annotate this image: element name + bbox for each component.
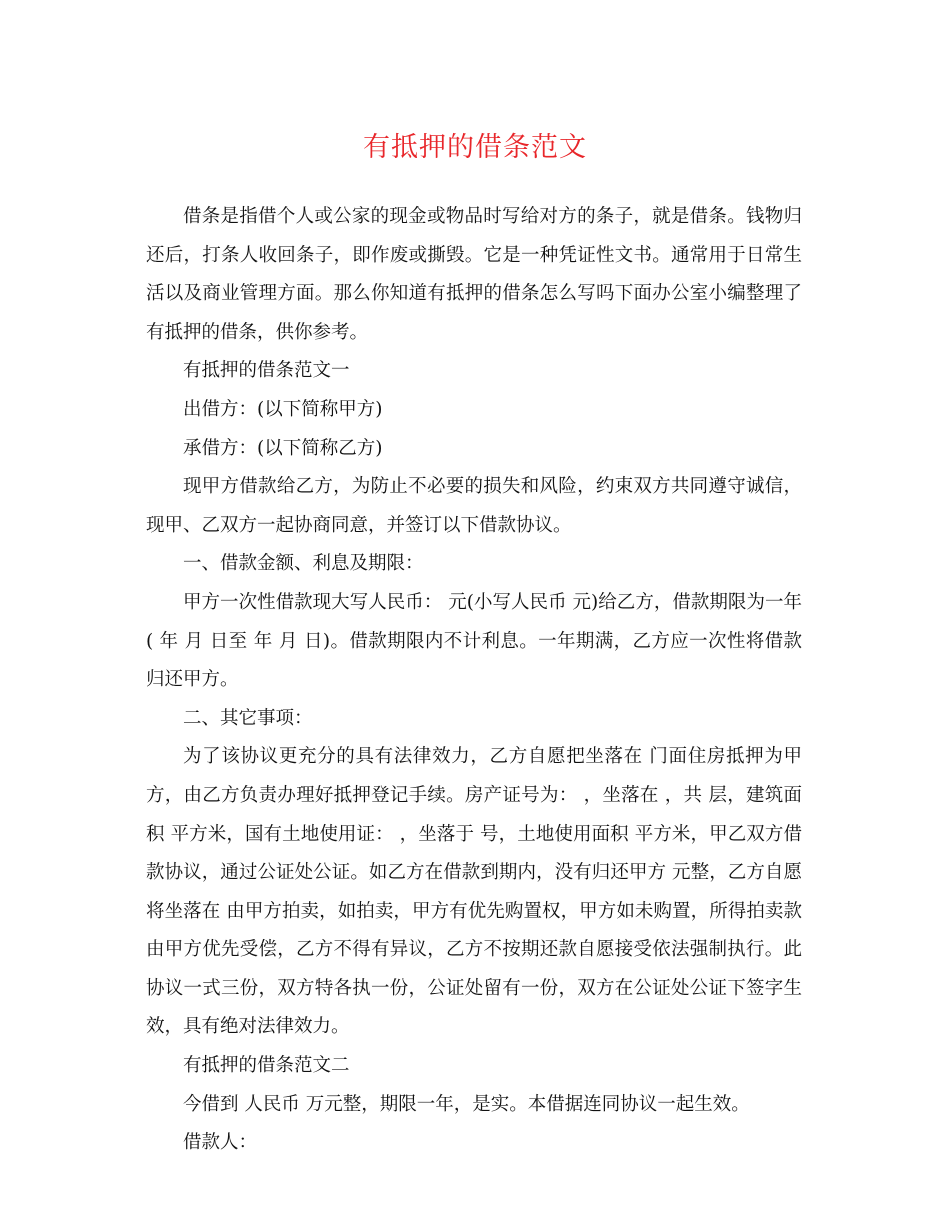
sample-two-text: 今借到 人民币 万元整，期限一年，是实。本借据连同协议一起生效。 bbox=[183, 1093, 750, 1115]
section-two-text: 为了该协议更充分的具有法律效力，乙方自愿把坐落在 门面住房抵押为甲方，由乙方负责办理好抵押登记手续。房产证号为： ，坐落在 ，共 层，建筑面积 平方米，国有土地使用证： ，坐落于 号，土地使用面积 平方米，甲乙双方借款协议，通过公证处公证。如乙方在借款到期内，没有归还甲方 元整，乙方自愿将坐落在 由甲方拍卖，如拍卖，甲方有优先购置权，甲方如未购置，所得拍卖款由甲方优先受偿，乙方不得有异议，乙方不按期还款自愿接受依法强制执行。此协议一式三份，双方特各执一份，公证处留有一份，双方在公证处公证下签字生效，具有绝对法律效力。 bbox=[146, 746, 802, 1038]
document-title: 有抵押的借条范文 bbox=[363, 132, 587, 163]
intro-paragraph: 借条是指借个人或公家的现金或物品时写给对方的条子，就是借条。钱物归还后，打条人收回条子，即作废或撕毁。它是一种凭证性文书。通常用于日常生活以及商业管理方面。那么你知道有抵押的借条怎么写吗下面办公室小编整理了有抵押的借条，供你参考。 bbox=[146, 206, 802, 343]
sample-two-heading: 有抵押的借条范文二 bbox=[183, 1055, 350, 1077]
borrower-line: 承借方：(以下简称乙方) bbox=[183, 437, 383, 459]
sample-one-heading: 有抵押的借条范文一 bbox=[183, 360, 350, 382]
document-body bbox=[146, 198, 802, 1163]
borrower-signature-line: 借款人： bbox=[183, 1132, 258, 1154]
section-one-text: 甲方一次性借款现大写人民币： 元(小写人民币 元)给乙方，借款期限为一年( 年 月 日至 年 月 日)。借款期限内不计利息。一年期满，乙方应一次性将借款归还甲方。 bbox=[146, 591, 802, 691]
section-two-heading: 二、其它事项： bbox=[183, 707, 313, 729]
section-one-heading: 一、借款金额、利息及期限： bbox=[183, 553, 424, 575]
agreement-preamble: 现甲方借款给乙方，为防止不必要的损失和风险，约束双方共同遵守诚信，现甲、乙双方一起协商同意，并签订以下借款协议。 bbox=[146, 476, 802, 536]
lender-line: 出借方：(以下简称甲方) bbox=[183, 398, 383, 420]
